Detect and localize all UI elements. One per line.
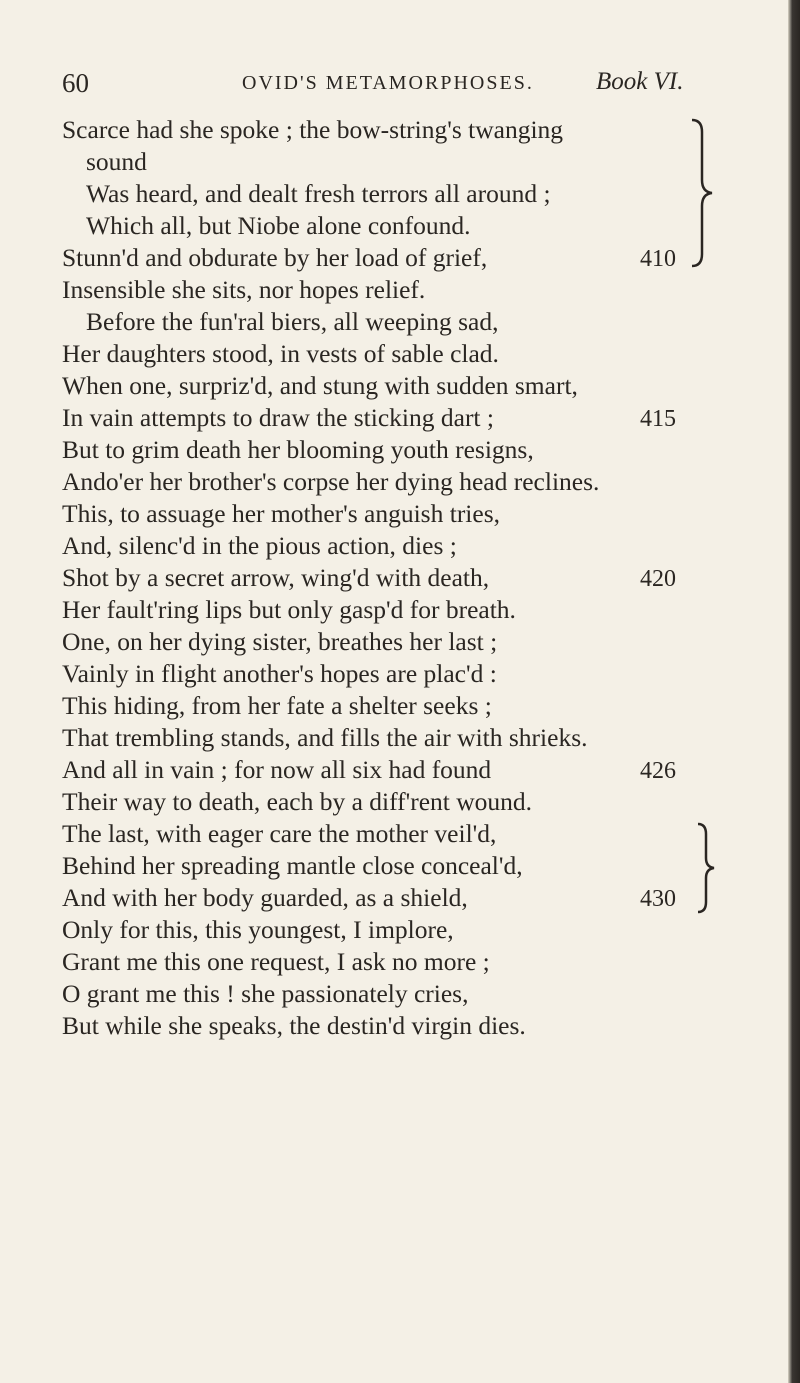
verse-line: When one, surpriz'd, and stung with sudden smart, bbox=[62, 371, 578, 400]
verse-line: O grant me this ! she passionately cries, bbox=[62, 979, 469, 1008]
verse-line: sound bbox=[86, 147, 147, 176]
verse-line: Which all, but Niobe alone confound. bbox=[86, 211, 471, 240]
verse-line: Scarce had she spoke ; the bow-string's twanging bbox=[62, 115, 564, 144]
running-title: OVID'S METAMORPHOSES. bbox=[242, 72, 534, 94]
page-number: 60 bbox=[62, 68, 89, 98]
verse-line: Stunn'd and obdurate by her load of grief, bbox=[62, 243, 488, 272]
verse-line: Their way to death, each by a diff'rent wound. bbox=[62, 787, 533, 816]
verse-line: Before the fun'ral biers, all weeping sad, bbox=[86, 307, 499, 336]
verse-line: And with her body guarded, as a shield, bbox=[62, 883, 468, 912]
verse-line: In vain attempts to draw the sticking dart ; bbox=[62, 403, 494, 432]
verse-line: Behind her spreading mantle close conceal'd, bbox=[62, 851, 523, 880]
verse-line: Shot by a secret arrow, wing'd with death, bbox=[62, 563, 490, 592]
line-number: 426 bbox=[640, 758, 676, 784]
verse-line: But while she speaks, the destin'd virgin dies. bbox=[62, 1011, 526, 1040]
verse-line: Vainly in flight another's hopes are plac'd : bbox=[62, 659, 497, 688]
verse-line: Was heard, and dealt fresh terrors all around ; bbox=[86, 179, 551, 208]
verse-line: But to grim death her blooming youth resigns, bbox=[62, 435, 534, 464]
verse-line: The last, with eager care the mother veil'd, bbox=[62, 819, 497, 848]
verse-line: This hiding, from her fate a shelter seeks ; bbox=[62, 691, 492, 720]
verse-line: Ando'er her brother's corpse her dying head reclines. bbox=[62, 467, 600, 496]
verse-line: Her daughters stood, in vests of sable clad. bbox=[62, 339, 499, 368]
verse-line: Grant me this one request, I ask no more ; bbox=[62, 947, 490, 976]
verse-line: That trembling stands, and fills the air with shrieks. bbox=[62, 723, 588, 752]
verse-line: This, to assuage her mother's anguish tries, bbox=[62, 499, 501, 528]
triplet-brace-top bbox=[688, 118, 716, 268]
line-number: 415 bbox=[640, 406, 676, 432]
page-edge bbox=[788, 0, 800, 1383]
running-header bbox=[62, 68, 722, 102]
line-number: 430 bbox=[640, 886, 676, 912]
verse-line: One, on her dying sister, breathes her last ; bbox=[62, 627, 498, 656]
verse-line: Insensible she sits, nor hopes relief. bbox=[62, 275, 426, 304]
verse-line: And, silenc'd in the pious action, dies ; bbox=[62, 531, 457, 560]
triplet-brace-bottom bbox=[694, 822, 718, 914]
line-number: 410 bbox=[640, 246, 676, 272]
verse-line: Her fault'ring lips but only gasp'd for breath. bbox=[62, 595, 516, 624]
verse-line: Only for this, this youngest, I implore, bbox=[62, 915, 454, 944]
book-label: Book VI. bbox=[596, 68, 684, 95]
line-number: 420 bbox=[640, 566, 676, 592]
verse-line: And all in vain ; for now all six had found bbox=[62, 755, 492, 784]
